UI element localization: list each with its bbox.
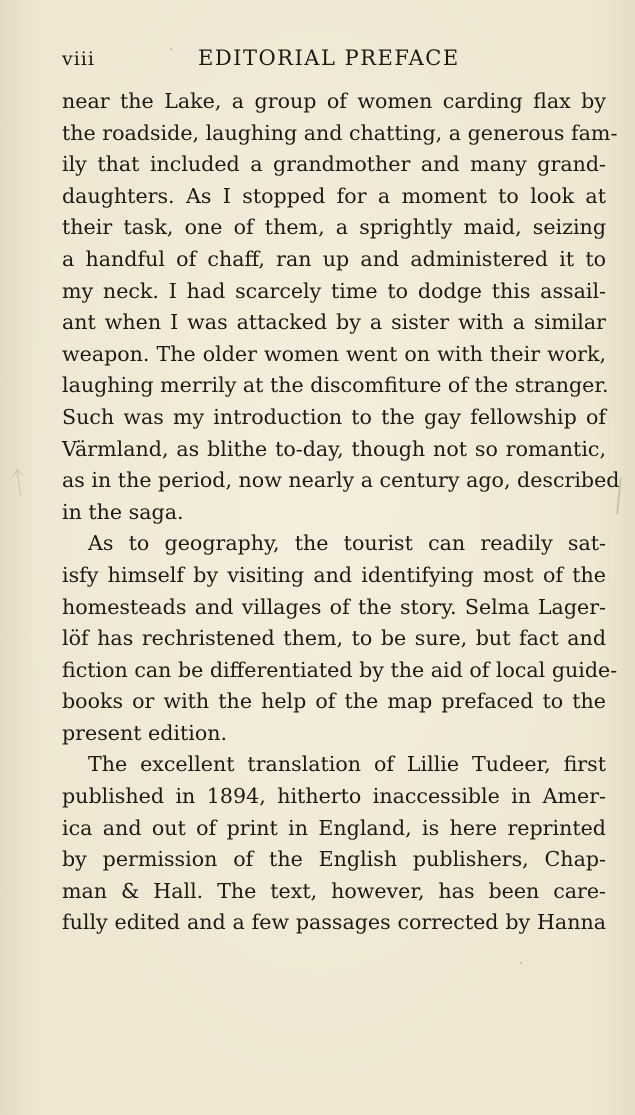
text-line: weapon. The older women went on with their work, bbox=[62, 341, 606, 366]
text-line: near the Lake, a group of women carding flax by bbox=[62, 89, 606, 113]
text-line: Värmland, as blithe to-day, though not so romantic, bbox=[62, 436, 606, 461]
text-line: homesteads and villages of the story. Selma Lager- bbox=[62, 594, 606, 619]
text-line: Such was my introduction to the gay fellowship of bbox=[62, 404, 606, 429]
text-line: ily that included a grandmother and many grand- bbox=[62, 152, 606, 177]
text-line: a handful of chaff, ran up and administered it to bbox=[62, 246, 606, 271]
text-line: present edition. bbox=[62, 720, 228, 745]
text-line: in the saga. bbox=[62, 499, 184, 524]
running-title: EDITORIAL PREFACE bbox=[198, 46, 460, 70]
text-line: their task, one of them, a sprightly maid, seizing bbox=[62, 215, 606, 240]
page-number: viii bbox=[62, 48, 95, 70]
paper-speck bbox=[520, 962, 522, 964]
text-line: daughters. As I stopped for a moment to look at bbox=[62, 183, 606, 208]
text-line: the roadside, laughing and chatting, a generous fam- bbox=[62, 120, 618, 145]
text-line: by permission of the English publishers, Chap- bbox=[62, 847, 606, 872]
text-line: as in the period, now nearly a century ago, described bbox=[62, 468, 620, 493]
text-line: isfy himself by visiting and identifying most of the bbox=[62, 562, 606, 587]
text-line: man & Hall. The text, however, has been care- bbox=[62, 878, 606, 903]
text-line: my neck. I had scarcely time to dodge this assail- bbox=[62, 278, 606, 303]
text-line: ica and out of print in England, is here reprinted bbox=[62, 815, 606, 840]
margin-pencil-mark: ᛏ bbox=[7, 464, 31, 503]
text-line: fiction can be differentiated by the aid of local guide- bbox=[62, 657, 618, 682]
text-line: fully edited and a few passages corrected by Hanna bbox=[62, 910, 606, 935]
paper-speck bbox=[170, 48, 172, 50]
text-line: published in 1894, hitherto inaccessible in Amer- bbox=[62, 784, 606, 809]
body-text bbox=[62, 86, 620, 939]
running-head bbox=[62, 46, 607, 76]
text-line: books or with the help of the map prefaced to the bbox=[62, 689, 606, 714]
text-line: laughing merrily at the discomfiture of the stranger. bbox=[62, 373, 609, 398]
paragraph-start-line: As to geography, the tourist can readily sat- bbox=[88, 531, 606, 556]
text-line: ant when I was attacked by a sister with a similar bbox=[62, 310, 606, 335]
paragraph-start-line: The excellent translation of Lillie Tudeer, first bbox=[88, 752, 606, 777]
text-line: löf has rechristened them, to be sure, but fact and bbox=[62, 626, 606, 651]
